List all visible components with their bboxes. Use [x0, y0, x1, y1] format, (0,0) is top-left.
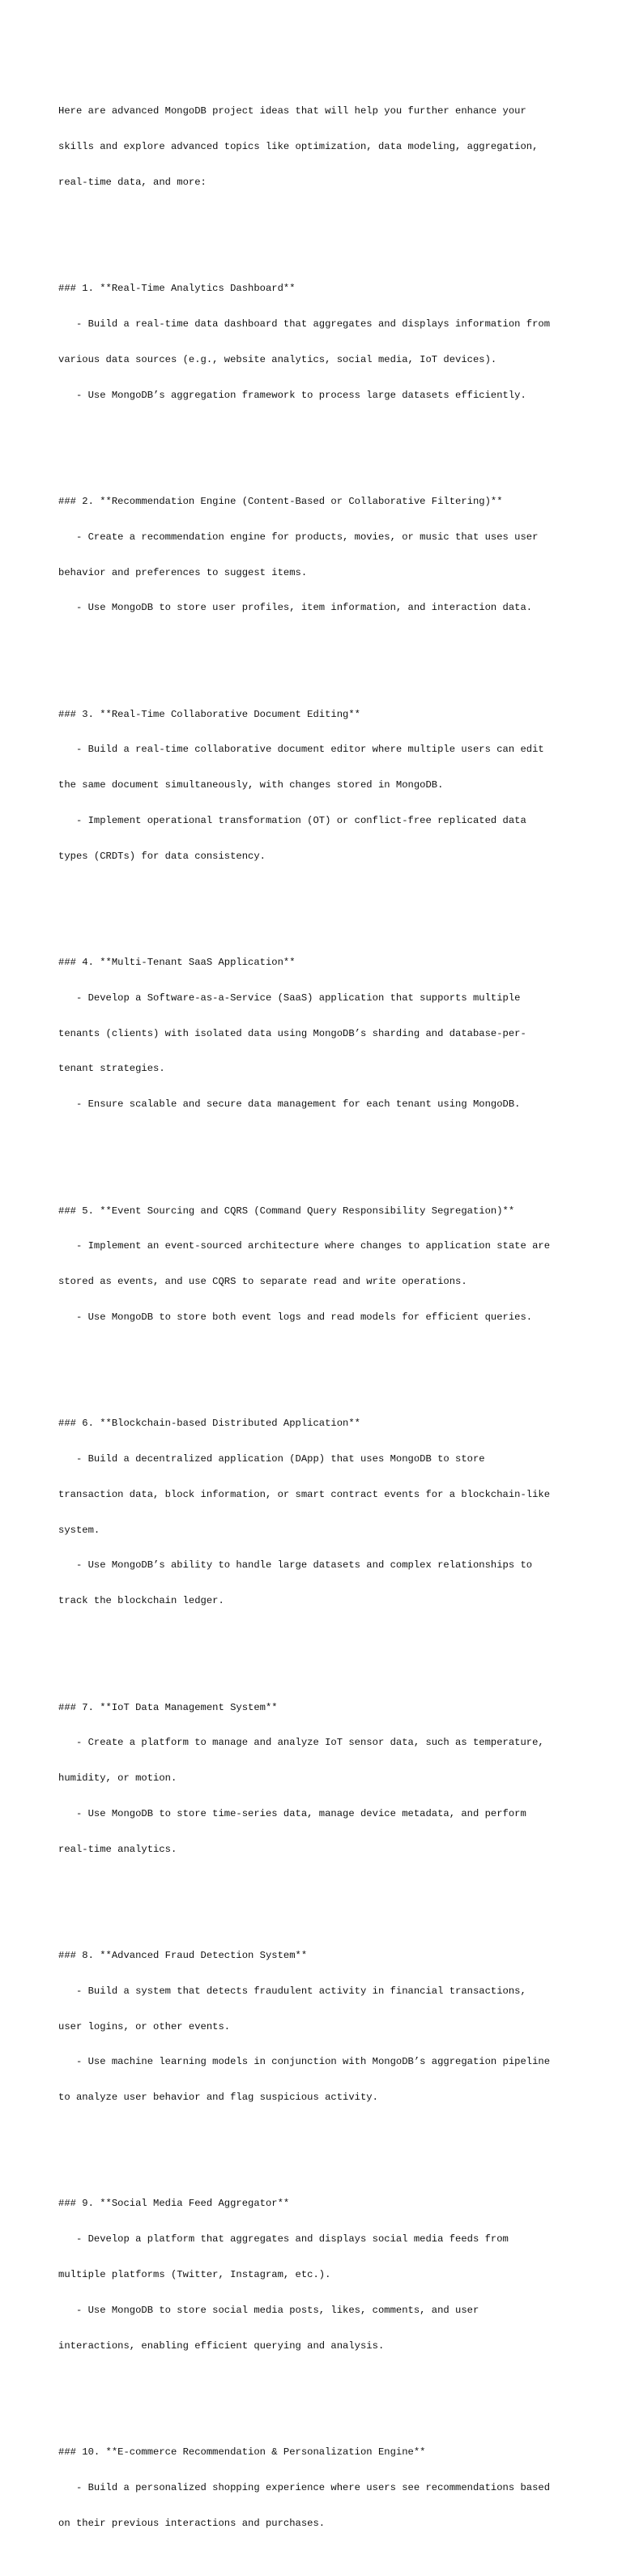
section-line: transaction data, block information, or smart contract events for a blockchain-like: [58, 1488, 551, 1500]
section-line: - Build a real-time data dashboard that aggregates and displays information from: [58, 318, 551, 331]
section-heading: ### 6. **Blockchain-based Distributed Application**: [58, 1418, 360, 1430]
section-heading: ### 1. **Real-Time Analytics Dashboard**: [58, 283, 296, 295]
section-line: - Use MongoDB to store social media posts, likes, comments, and user: [58, 2304, 479, 2316]
section-heading: ### 2. **Recommendation Engine (Content-Based or Collaborative Filtering)**: [58, 495, 503, 507]
section-line: on their previous interactions and purchases.: [58, 2517, 326, 2529]
section-line: user logins, or other events.: [58, 2020, 231, 2032]
section-line: - Build a system that detects fraudulent activity in financial transactions,: [58, 1985, 526, 1997]
section-line: track the blockchain ledger.: [58, 1595, 224, 1607]
section-line: - Build a decentralized application (DApp) that uses MongoDB to store: [58, 1453, 485, 1465]
section-line: - Build a personalized shopping experience where users see recommendations based: [58, 2481, 551, 2493]
section-line: interactions, enabling efficient querying and analysis.: [58, 2339, 385, 2352]
section-line: types (CRDTs) for data consistency.: [58, 850, 266, 862]
section-heading: ### 7. **IoT Data Management System**: [58, 1701, 278, 1713]
section-6: [58, 1394, 590, 1631]
section-line: - Create a recommendation engine for products, movies, or music that uses user: [58, 531, 539, 543]
section-line: behavior and preferences to suggest items.: [58, 566, 308, 578]
section-line: - Use machine learning models in conjunction with MongoDB’s aggregation pipeline: [58, 2056, 551, 2068]
section-line: - Use MongoDB’s aggregation framework to process large datasets efficiently.: [58, 389, 526, 401]
section-line: to analyze user behavior and flag suspicious activity.: [58, 2092, 378, 2104]
section-line: system.: [58, 1524, 100, 1536]
section-8: [58, 1926, 590, 2127]
intro-line: skills and explore advanced topics like optimization, data modeling, aggregation,: [58, 141, 539, 153]
section-line: - Implement operational transformation (OT) or conflict-free replicated data: [58, 815, 526, 826]
section-heading: ### 10. **E-commerce Recommendation & Personalization Engine**: [58, 2446, 426, 2458]
section-2: [58, 472, 590, 638]
section-line: - Develop a platform that aggregates and displays social media feeds from: [58, 2233, 509, 2245]
section-9: [58, 2174, 590, 2375]
section-heading: ### 5. **Event Sourcing and CQRS (Command Query Responsibility Segregation)**: [58, 1205, 515, 1217]
section-line: tenants (clients) with isolated data using MongoDB’s sharding and database-per-: [58, 1027, 526, 1039]
section-line: real-time analytics.: [58, 1843, 177, 1855]
section-line: multiple platforms (Twitter, Instagram, etc.).: [58, 2269, 331, 2281]
section-line: - Build a real-time collaborative document editor where multiple users can edit: [58, 744, 544, 756]
section-5: [58, 1181, 590, 1346]
section-3: [58, 685, 590, 885]
section-line: - Use MongoDB to store time-series data, manage device metadata, and perform: [58, 1807, 526, 1819]
section-line: - Implement an event-sourced architecture where changes to application state are: [58, 1240, 551, 1252]
section-line: - Develop a Software-as-a-Service (SaaS) application that supports multiple: [58, 992, 521, 1004]
section-line: - Use MongoDB to store both event logs and read models for efficient queries.: [58, 1311, 533, 1323]
section-line: - Create a platform to manage and analyze IoT sensor data, such as temperature,: [58, 1737, 544, 1749]
section-heading: ### 8. **Advanced Fraud Detection System**: [58, 1950, 308, 1961]
section-line: - Use MongoDB’s ability to handle large datasets and complex relationships to: [58, 1559, 533, 1572]
section-line: various data sources (e.g., website analytics, social media, IoT devices).: [58, 353, 497, 365]
section-line: tenant strategies.: [58, 1063, 165, 1075]
section-4: [58, 933, 590, 1134]
section-10: [58, 2423, 590, 2553]
section-line: stored as events, and use CQRS to separate read and write operations.: [58, 1276, 467, 1288]
section-heading: ### 3. **Real-Time Collaborative Document Editing**: [58, 708, 360, 720]
section-line: humidity, or motion.: [58, 1772, 177, 1785]
section-line: the same document simultaneously, with changes stored in MongoDB.: [58, 779, 444, 791]
section-line: - Use MongoDB to store user profiles, item information, and interaction data.: [58, 602, 533, 614]
intro-line: real-time data, and more:: [58, 176, 207, 188]
intro-paragraph: [58, 82, 590, 212]
section-heading: ### 9. **Social Media Feed Aggregator**: [58, 2198, 290, 2210]
section-1: [58, 259, 590, 424]
intro-line: Here are advanced MongoDB project ideas that will help you further enhance your: [58, 105, 526, 117]
section-7: [58, 1678, 590, 1879]
section-line: - Ensure scalable and secure data management for each tenant using MongoDB.: [58, 1098, 521, 1111]
section-heading: ### 4. **Multi-Tenant SaaS Application**: [58, 957, 296, 969]
